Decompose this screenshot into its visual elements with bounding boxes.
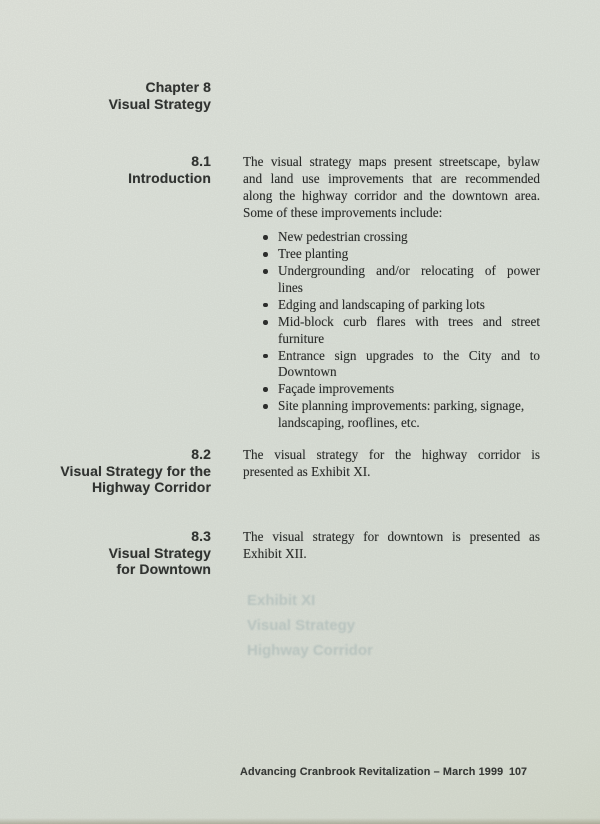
ghost-text-line: Visual Strategy: [247, 617, 356, 634]
footer-title: Advancing Cranbrook Revitalization – March 1999: [240, 766, 504, 778]
body-text-line: The visual strategy maps present streetscape, bylaw: [243, 154, 540, 169]
chapter-title: Visual Strategy: [108, 95, 211, 112]
bleedthrough-ghost-text: [247, 588, 373, 663]
chapter-number: Chapter 8: [145, 79, 211, 95]
section-8-3-label: [0, 528, 211, 578]
section-8-3-body: [243, 528, 540, 562]
section-8-2-body: [243, 446, 540, 480]
list-item: [243, 314, 540, 347]
bullet-dot: [263, 303, 268, 308]
list-item: [243, 297, 540, 314]
bullet-dot: [263, 269, 268, 274]
body-text-line: The visual strategy for downtown is presented as: [243, 529, 540, 544]
ghost-text-line: Exhibit XI: [247, 592, 316, 609]
body-text-line: and land use improvements that are recommended: [243, 171, 540, 186]
page-footer: [0, 766, 600, 786]
section-8-1-body: [243, 153, 540, 221]
bullet-text-line: Mid-block curb flares with trees and street: [278, 313, 540, 329]
bullet-dot: [263, 404, 268, 409]
bullet-text-line: Façade improvements: [278, 381, 395, 397]
bullet-dot: [263, 387, 268, 392]
section-title: Visual Strategy for the: [60, 462, 211, 479]
section-title: Introduction: [128, 169, 211, 186]
ghost-text-line: Highway Corridor: [247, 642, 373, 659]
improvements-bullet-list: [243, 229, 540, 432]
bullet-text-line: furniture: [278, 330, 325, 346]
list-item: [243, 398, 540, 431]
bullet-text-line: Downtown: [278, 364, 337, 380]
bullet-text-line: landscaping, rooflines, etc.: [278, 415, 420, 431]
bullet-dot: [263, 354, 268, 359]
list-item: [243, 229, 540, 246]
section-title: Highway Corridor: [91, 479, 211, 495]
list-item: [243, 381, 540, 398]
bullet-text-line: Tree planting: [278, 246, 349, 262]
section-number: 8.1: [191, 153, 211, 169]
body-text-line: along the highway corridor and the downtown area.: [243, 188, 540, 203]
bullet-text-line: New pedestrian crossing: [278, 229, 408, 244]
scan-bottom-edge-shadow: [0, 818, 600, 824]
page-number: 107: [509, 766, 528, 778]
section-8-1-label: [0, 153, 211, 186]
list-item: [243, 263, 540, 296]
section-8-2-label: [0, 446, 211, 496]
bullet-text-line: Edging and landscaping of parking lots: [278, 296, 485, 312]
body-text-line: Some of these improvements include:: [243, 205, 443, 220]
bullet-text-line: Undergrounding and/or relocating of power: [278, 263, 540, 279]
body-text-line: Exhibit XII.: [243, 546, 307, 561]
list-item: [243, 348, 540, 381]
bullet-text-line: lines: [278, 279, 303, 295]
section-title: for Downtown: [116, 561, 211, 577]
bullet-text-line: Site planning improvements: parking, signage,: [278, 398, 525, 414]
body-text-line: presented as Exhibit XI.: [243, 464, 371, 479]
bullet-text-line: Entrance sign upgrades to the City and to: [278, 347, 540, 363]
section-number: 8.2: [191, 446, 211, 462]
section-number: 8.3: [191, 528, 211, 544]
list-item: [243, 246, 540, 263]
body-text-line: The visual strategy for the highway corridor is: [243, 447, 540, 462]
bullet-dot: [263, 320, 268, 325]
bullet-dot: [263, 235, 268, 240]
chapter-heading: [0, 79, 211, 112]
bullet-dot: [263, 252, 268, 257]
section-title: Visual Strategy: [108, 544, 211, 561]
